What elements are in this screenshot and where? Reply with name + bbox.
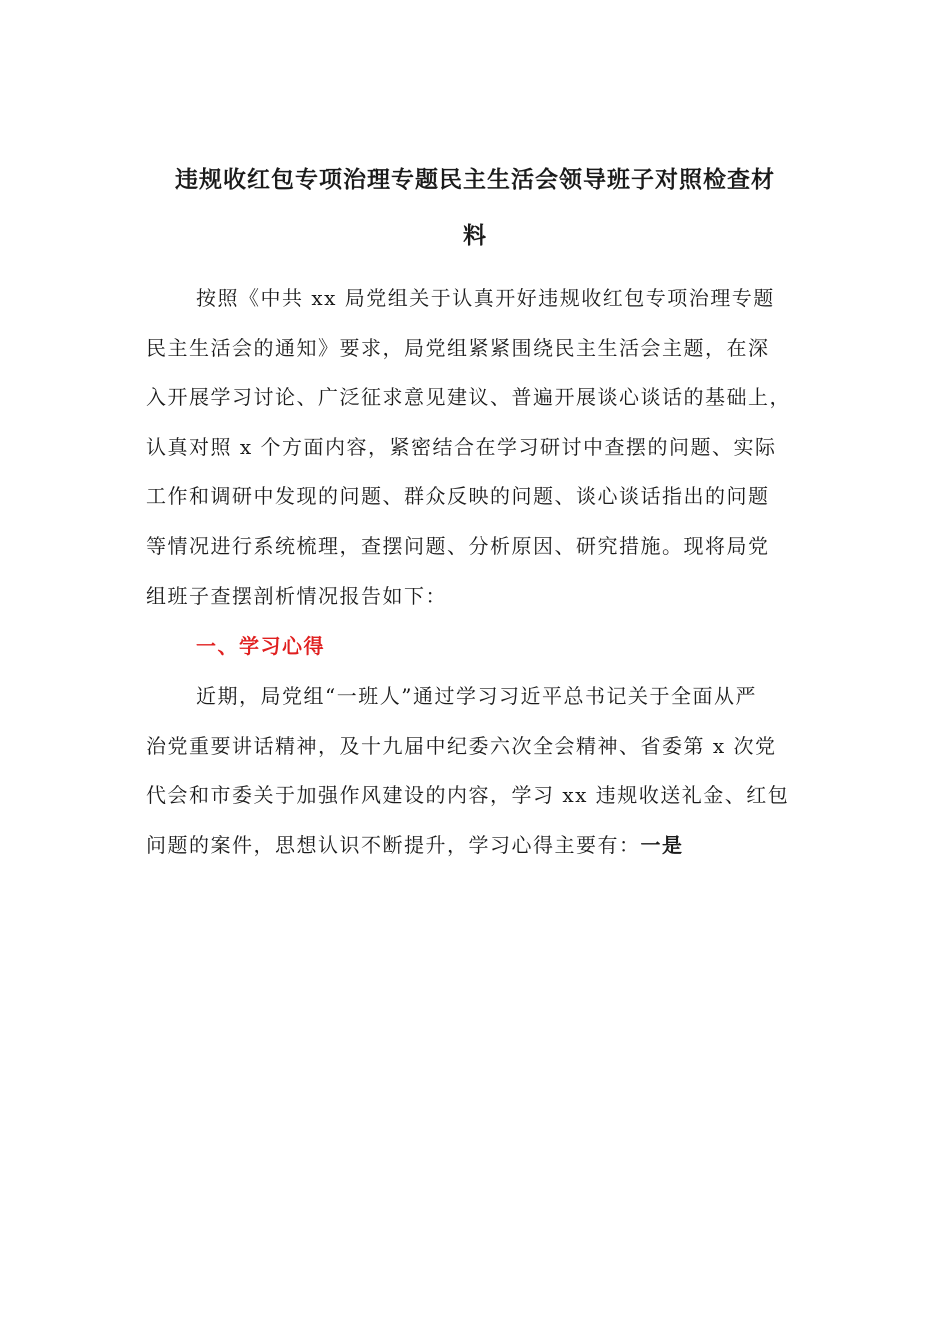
title-line-2: 料 — [463, 223, 487, 249]
document-title — [140, 152, 810, 264]
paragraph-line: 代会和市委关于加强作风建设的内容，学习 xx 违规收送礼金、红包 — [146, 783, 790, 808]
title-line-1: 违规收红包专项治理专题民主生活会领导班子对照检查材 — [175, 167, 775, 193]
paragraph-line-last — [146, 821, 826, 871]
paragraph-intro — [146, 274, 826, 621]
paragraph-line: 工作和调研中发现的问题、群众反映的问题、谈心谈话指出的问题 — [146, 484, 770, 509]
paragraph-line: 近期，局党组“一班人”通过学习习近平总书记关于全面从严 — [196, 684, 757, 708]
paragraph-line: 入开展学习讨论、广泛征求意见建议、普遍开展谈心谈话的基础上， — [146, 385, 791, 410]
bold-text-run: 一是 — [640, 832, 684, 857]
paragraph-line: 治党重要讲话精神，及十九届中纪委六次全会精神、省委第 x 次党 — [146, 733, 777, 758]
paragraph-line: 认真对照 x 个方面内容，紧密结合在学习研讨中查摆的问题、实际 — [146, 434, 777, 459]
paragraph-line: 组班子查摆剖析情况报告如下： — [146, 583, 447, 608]
paragraph-line: 按照《中共 xx 局党组关于认真开好违规收红包专项治理专题 — [196, 286, 775, 310]
section-heading-study: 一、学习心得 — [196, 634, 325, 658]
paragraph-text-run: 问题的案件，思想认识不断提升，学习心得主要有： — [146, 832, 641, 857]
paragraph-line: 民主生活会的通知》要求，局党组紧紧围绕民主生活会主题，在深 — [146, 335, 770, 360]
paragraph-study — [146, 672, 826, 870]
paragraph-line: 等情况进行系统梳理，查摆问题、分析原因、研究措施。现将局党 — [146, 533, 770, 558]
